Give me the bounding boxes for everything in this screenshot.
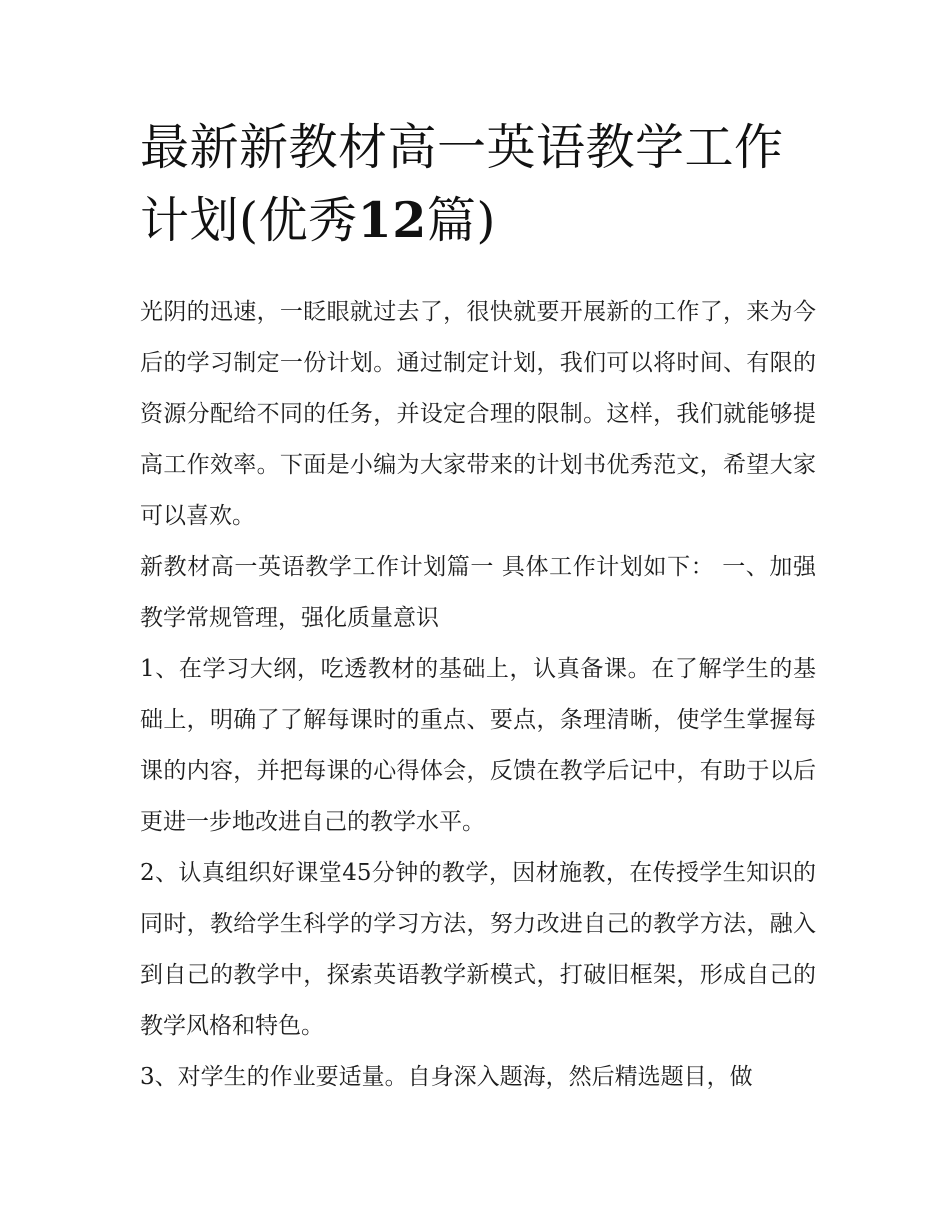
title-text-part2: 篇) — [426, 192, 496, 249]
title-number: 12 — [357, 191, 427, 249]
item-1-paragraph: 1、在学习大纲，吃透教材的基础上，认真备课。在了解学生的基础上，明确了了解每课时的重点、要点，条理清晰，使学生掌握每课的内容，并把每课的心得体会，反馈在教学后记中，有助于以后更进一步地改进自己的教学水平。 — [140, 656, 816, 835]
item-3-paragraph: 3、对学生的作业要适量。自身深入题海，然后精选题目，做 — [140, 1064, 753, 1090]
document-page — [140, 112, 816, 1103]
document-title — [140, 112, 816, 257]
document-body — [140, 287, 816, 1103]
intro-paragraph: 光阴的迅速，一眨眼就过去了，很快就要开展新的工作了，来为今后的学习制定一份计划。通过制定计划，我们可以将时间、有限的资源分配给不同的任务，并设定合理的限制。这样，我们就能够提高工作效率。下面是小编为大家带来的计划书优秀范文，希望大家可以喜欢。 — [140, 299, 816, 529]
title-text-part1: 最新新教材高一英语教学工作计划(优秀 — [140, 119, 784, 249]
section-heading-paragraph: 新教材高一英语教学工作计划篇一 具体工作计划如下： 一、加强教学常规管理，强化质量意识 — [140, 554, 816, 631]
item-2-paragraph: 2、认真组织好课堂45分钟的教学，因材施教，在传授学生知识的同时，教给学生科学的学习方法，努力改进自己的教学方法，融入到自己的教学中，探索英语教学新模式，打破旧框架，形成自己的教学风格和特色。 — [140, 860, 816, 1039]
